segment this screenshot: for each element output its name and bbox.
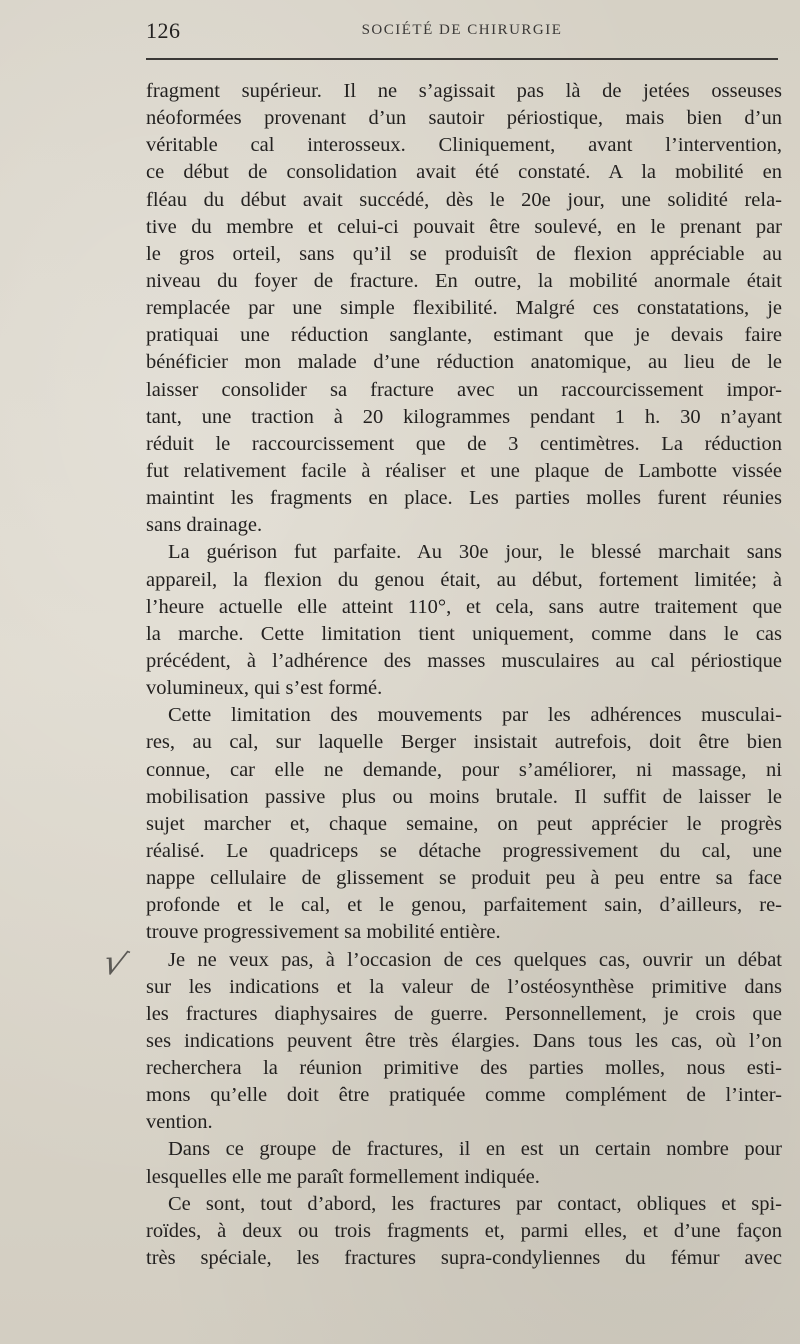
text-line: profonde et le cal, et le genou, parfaitement sain, d’ailleurs, re-: [146, 894, 782, 917]
text-line: niveau du foyer de fracture. En outre, la mobilité anormale était: [146, 269, 782, 292]
text-line: lesquelles elle me paraît formellement indiquée.: [146, 1165, 540, 1188]
text-line: fut relativement facile à réaliser et une plaque de Lambotte vissée: [146, 459, 782, 482]
text-line: tant, une traction à 20 kilogrammes pendant 1 h. 30 n’ayant: [146, 405, 782, 428]
text-line: remplacée par une simple flexibilité. Malgré ces constatations, je: [146, 297, 782, 320]
paragraph-6: [146, 1191, 782, 1272]
text-line: La guérison fut parfaite. Au 30e jour, le blessé marchait sans: [168, 541, 782, 564]
text-line: le gros orteil, sans qu’il se produisît de flexion appréciable au: [146, 242, 782, 265]
text-line: laisser consolider sa fracture avec un raccourcissement impor-: [146, 378, 782, 401]
text-line: recherchera la réunion primitive des parties molles, nous esti-: [146, 1057, 782, 1080]
running-head: SOCIÉTÉ DE CHIRURGIE: [361, 22, 563, 38]
text-line: sujet marcher et, chaque semaine, on peut apprécier le progrès: [146, 812, 782, 835]
text-line: mobilisation passive plus ou moins brutale. Il suffit de laisser le: [146, 785, 782, 808]
text-line: bénéficier mon malade d’une réduction anatomique, au lieu de le: [146, 351, 782, 374]
text-line: Ce sont, tout d’abord, les fractures par contact, obliques et spi-: [168, 1192, 782, 1215]
paragraph-1: [146, 78, 782, 539]
text-line: roïdes, à deux ou trois fragments et, parmi elles, et d’une façon: [146, 1219, 782, 1242]
text-line: fléau du début avait succédé, dès le 20e jour, une solidité rela-: [146, 188, 782, 211]
paragraph-5: [146, 1136, 782, 1190]
text-line: fragment supérieur. Il ne s’agissait pas là de jetées osseuses: [146, 80, 782, 102]
text-line: l’heure actuelle elle atteint 110°, et cela, sans autre traitement que: [146, 595, 782, 618]
paragraph-4: [146, 947, 782, 1137]
page-header: [146, 18, 778, 46]
text-line: sur les indications et la valeur de l’ostéosynthèse primitive dans: [146, 975, 782, 998]
text-line: res, au cal, sur laquelle Berger insistait autrefois, doit être bien: [146, 731, 782, 754]
text-line: véritable cal interosseux. Cliniquement, avant l’intervention,: [146, 134, 782, 157]
text-line: maintint les fragments en place. Les parties molles furent réunies: [146, 487, 782, 510]
text-line: précédent, à l’adhérence des masses musculaires au cal périostique: [146, 649, 782, 672]
text-line: ses indications peuvent être très élargies. Dans tous les cas, où l’on: [146, 1029, 782, 1052]
text-line: Dans ce groupe de fractures, il en est un certain nombre pour: [168, 1138, 782, 1161]
text-line: sans drainage.: [146, 514, 263, 537]
text-line: volumineux, qui s’est formé.: [146, 677, 383, 700]
text-line: la marche. Cette limitation tient uniquement, comme dans le cas: [146, 622, 782, 645]
text-line: mons qu’elle doit être pratiquée comme complément de l’inter-: [146, 1084, 782, 1107]
text-line: les fractures diaphysaires de guerre. Personnellement, je crois que: [146, 1002, 782, 1025]
header-rule: [146, 58, 778, 60]
body-text: [146, 78, 782, 1272]
text-line: nappe cellulaire de glissement se produit peu à peu entre sa face: [146, 867, 782, 890]
text-line: Je ne veux pas, à l’occasion de ces quelques cas, ouvrir un débat: [168, 948, 782, 971]
paragraph-2: [146, 539, 782, 702]
margin-check-mark: √: [98, 941, 132, 987]
text-line: pratiquai une réduction sanglante, estimant que je devais faire: [146, 324, 782, 347]
text-line: réalisé. Le quadriceps se détache progressivement du cal, une: [146, 839, 782, 862]
text-line: réduit le raccourcissement que de 3 centimètres. La réduction: [146, 432, 782, 455]
text-line: néoformées provenant d’un sautoir périostique, mais bien d’un: [146, 107, 782, 130]
text-line: tive du membre et celui-ci pouvait être soulevé, en le prenant par: [146, 215, 782, 238]
text-line: Cette limitation des mouvements par les adhérences musculai-: [168, 704, 782, 727]
text-line: ce début de consolidation avait été constaté. A la mobilité en: [146, 161, 782, 184]
paragraph-3: [146, 702, 782, 946]
text-line: trouve progressivement sa mobilité entière.: [146, 921, 501, 944]
text-line: appareil, la flexion du genou était, au début, fortement limitée; à: [146, 568, 782, 591]
text-line: connue, car elle ne demande, pour s’améliorer, ni massage, ni: [146, 758, 782, 781]
text-line: très spéciale, les fractures supra-condyliennes du fémur avec: [146, 1247, 782, 1270]
text-line: vention.: [146, 1111, 213, 1134]
page-number: 126: [146, 18, 181, 43]
